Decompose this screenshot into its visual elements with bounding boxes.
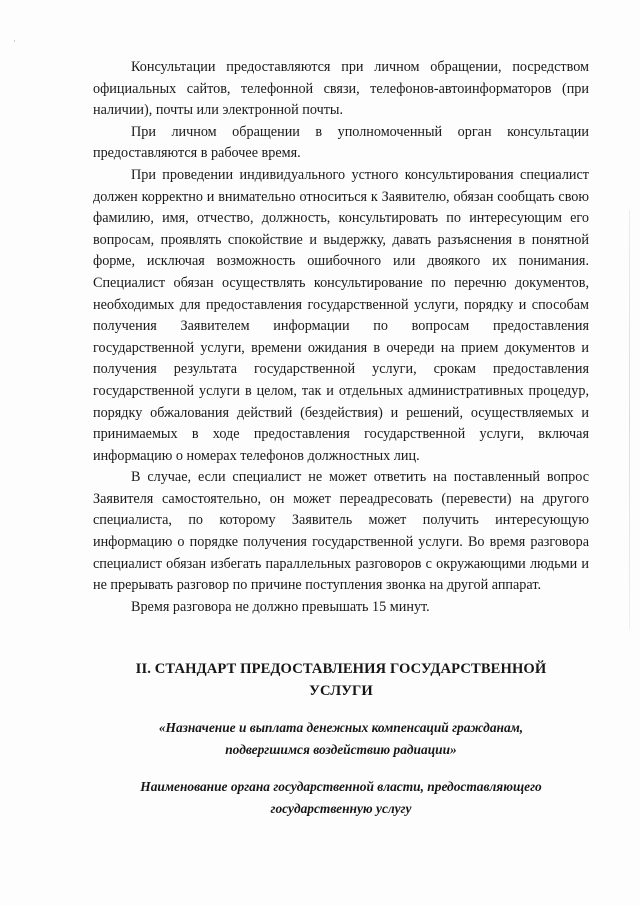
scan-speck — [14, 40, 15, 42]
service-name-line: подвергшимся воздействию радиации» — [225, 742, 457, 757]
authority-heading-line: Наименование органа государственной власти, предоставляющего — [140, 779, 542, 794]
paragraph-call-duration: Время разговора не должно превышать 15 минут. — [131, 598, 430, 615]
body-text — [93, 57, 589, 618]
section-title — [93, 658, 589, 702]
paragraph-redirect: В случае, если специалист не может ответить на поставленный вопрос Заявителя самостоятельно, он может переадресовать (перевести) на другого специалиста, по которому Заявитель может получить интересующую информацию о порядке получения государственной услуги. Во время разговора специалист обязан избегать параллельных разговоров с окружающими людьми и не прерывать разговор по причине поступления звонка на другой аппарат. — [93, 469, 589, 594]
paragraph-personal-visit: При личном обращении в уполномоченный орган консультации предоставляются в рабочее время. — [93, 123, 589, 162]
service-name-line: «Назначение и выплата денежных компенсаций гражданам, — [158, 720, 524, 735]
scan-edge-shadow — [629, 210, 630, 630]
paragraph-consultation-channels: Консультации предоставляются при личном обращении, посредством официальных сайтов, телефонной связи, телефонов-автоинформаторов (при наличии), почты или электронной почты. — [93, 59, 589, 119]
authority-heading-line: государственную услугу — [270, 801, 412, 816]
service-name-heading — [93, 717, 589, 761]
section-title-line: II. СТАНДАРТ ПРЕДОСТАВЛЕНИЯ ГОСУДАРСТВЕННОЙ — [135, 661, 547, 677]
authority-heading — [93, 776, 589, 820]
paragraph-individual-consulting: При проведении индивидуального устного консультирования специалист должен корректно и внимательно относиться к Заявителю, обязан сообщать свою фамилию, имя, отчество, должность, консультировать по интересующим его вопросам, проявлять спокойствие и выдержку, давать разъяснения в понятной форме, исключая возможность ошибочного или двоякого их понимания. Специалист обязан осуществлять консультирование по перечню документов, необходимых для предоставления государственной услуги, порядку и способам получения Заявителем информации по вопросам предоставления государственной услуги, времени ожидания в очереди на прием документов и получения результата государственной услуги, срокам предоставления государственной услуги в целом, так и отдельных административных процедур, порядку обжалования действий (бездействия) и решений, осуществляемых и принимаемых в ходе предоставления государственной услуги, включая информацию о номерах телефонов должностных лиц. — [93, 166, 589, 464]
section-title-line: УСЛУГИ — [309, 683, 373, 699]
